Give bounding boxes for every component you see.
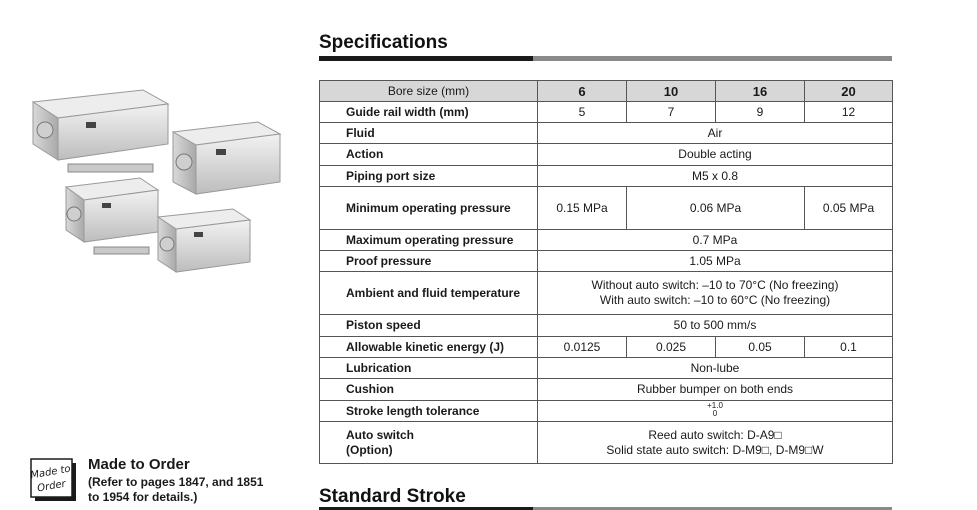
table-row [320,144,893,166]
made-to-order-title: Made to Order [88,456,190,473]
table-row [320,422,893,464]
piston-speed-label: Piston speed [320,315,538,337]
guide-rail-label: Guide rail width (mm) [320,102,538,123]
table-row [320,272,893,315]
min-pressure-10-16: 0.06 MPa [627,187,805,230]
stroke-tolerance-fraction [707,402,723,418]
table-row [320,81,893,102]
table-row [320,315,893,337]
made-to-order-reference-line-2: to 1954 for details.) [88,490,198,504]
tolerance-upper: +1.0 [707,401,723,410]
table-row [320,102,893,123]
specifications-table [319,80,893,464]
cushion-value: Rubber bumper on both ends [538,379,893,401]
piping-port-value: M5 x 0.8 [538,166,893,187]
auto-switch-value [538,422,893,464]
standard-stroke-heading: Standard Stroke [319,486,466,507]
guide-rail-value: 12 [805,102,893,123]
lubrication-label: Lubrication [320,358,538,379]
product-photo [28,82,290,292]
table-row [320,166,893,187]
auto-switch-line-1: Reed auto switch: D-A9□ [648,427,782,442]
kinetic-energy-value: 0.05 [716,337,805,358]
stroke-tolerance-value [538,401,893,422]
bore-20: 20 [805,81,893,102]
table-row [320,337,893,358]
heading-rule-accent [319,56,533,61]
proof-pressure-value: 1.05 MPa [538,251,893,272]
min-pressure-label: Minimum operating pressure [320,187,538,230]
table-row [320,358,893,379]
temperature-value [538,272,893,315]
proof-pressure-label: Proof pressure [320,251,538,272]
specifications-heading: Specifications [319,32,448,53]
cushion-label: Cushion [320,379,538,401]
auto-switch-line-2: Solid state auto switch: D-M9□, D-M9□W [606,442,824,457]
made-to-order-reference [88,475,263,505]
fluid-label: Fluid [320,123,538,144]
guide-rail-value: 9 [716,102,805,123]
guide-rail-value: 7 [627,102,716,123]
kinetic-energy-value: 0.025 [627,337,716,358]
stroke-tolerance-label: Stroke length tolerance [320,401,538,422]
table-row [320,230,893,251]
bore-size-label: Bore size (mm) [320,81,538,102]
table-row [320,251,893,272]
piping-port-label: Piping port size [320,166,538,187]
bore-6: 6 [538,81,627,102]
kinetic-energy-label: Allowable kinetic energy (J) [320,337,538,358]
cylinder-image-4 [158,209,250,272]
max-pressure-label: Maximum operating pressure [320,230,538,251]
kinetic-energy-value: 0.0125 [538,337,627,358]
cylinder-image-3 [66,178,158,254]
bore-16: 16 [716,81,805,102]
cylinder-image-1 [33,90,168,172]
made-to-order-icon [30,458,77,502]
auto-switch-label-line-1: Auto switch [346,427,414,442]
action-value: Double acting [538,144,893,166]
table-row [320,379,893,401]
fluid-value: Air [538,123,893,144]
cylinder-image-2 [173,122,280,194]
bore-10: 10 [627,81,716,102]
lubrication-value: Non-lube [538,358,893,379]
kinetic-energy-value: 0.1 [805,337,893,358]
table-row [320,123,893,144]
made-to-order-reference-line-1: (Refer to pages 1847, and 1851 [88,475,264,489]
max-pressure-value: 0.7 MPa [538,230,893,251]
temperature-line-1: Without auto switch: –10 to 70°C (No freezing) [591,278,839,292]
min-pressure-20: 0.05 MPa [805,187,893,230]
temperature-line-2: With auto switch: –10 to 60°C (No freezing) [599,293,831,307]
piston-speed-value: 50 to 500 mm/s [538,315,893,337]
table-row [320,401,893,422]
action-label: Action [320,144,538,166]
min-pressure-6: 0.15 MPa [538,187,627,230]
guide-rail-value: 5 [538,102,627,123]
tolerance-lower: 0 [712,409,718,418]
table-row [320,187,893,230]
made-to-order-icon-line-2: Order [36,478,67,495]
auto-switch-label [320,422,538,464]
auto-switch-label-line-2: (Option) [346,442,393,457]
made-to-order-icon-line-1: Made to [30,463,72,482]
temperature-label: Ambient and fluid temperature [320,272,538,315]
